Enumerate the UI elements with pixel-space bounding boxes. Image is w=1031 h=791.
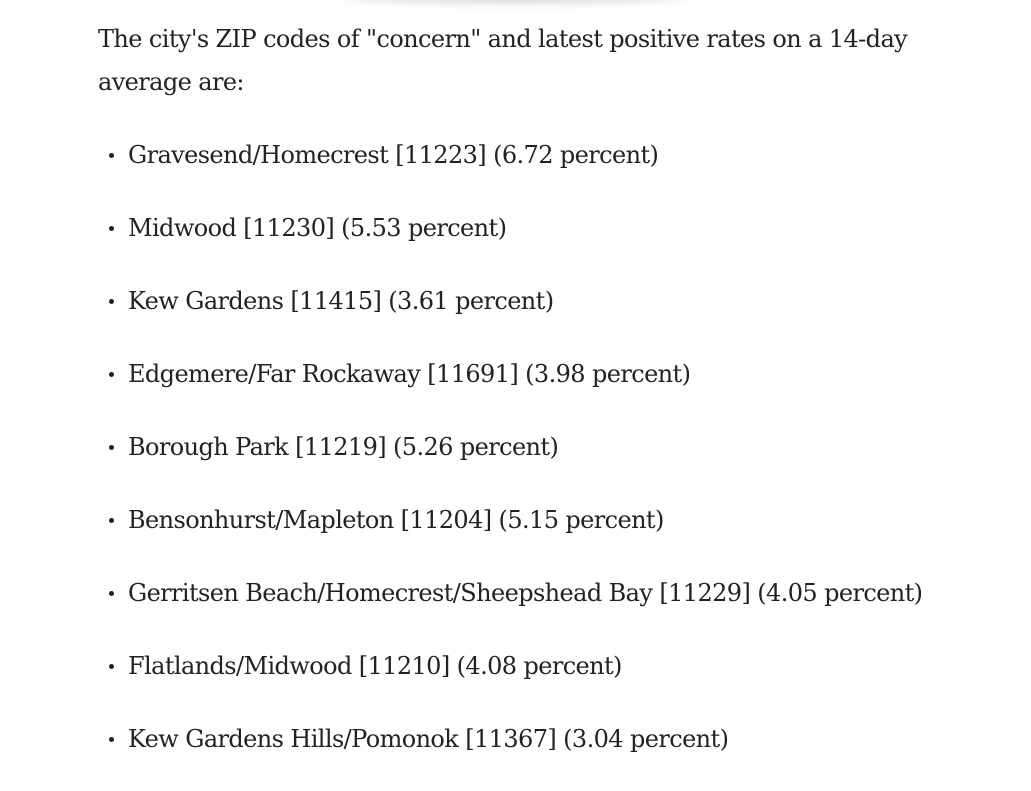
bullet-icon [109, 299, 114, 304]
bullet-icon [109, 518, 114, 523]
list-item-text: Borough Park [11219] (5.26 percent) [128, 433, 559, 461]
list-item-text: Kew Gardens Hills/Pomonok [11367] (3.04 percent) [128, 725, 729, 753]
intro-paragraph: The city's ZIP codes of "concern" and latest positive rates on a 14-day average are: [98, 25, 908, 96]
list-item [98, 207, 922, 280]
list-item [98, 426, 922, 499]
list-item [98, 280, 922, 353]
bullet-icon [109, 372, 114, 377]
article-body [98, 18, 938, 753]
list-item-text: Kew Gardens [11415] (3.61 percent) [128, 287, 554, 315]
bullet-icon [109, 445, 114, 450]
bullet-icon [109, 737, 114, 742]
list-item-text: Gerritsen Beach/Homecrest/Sheepshead Bay [11229] (4.05 percent) [128, 579, 923, 607]
list-item [98, 134, 922, 207]
list-item-text: Gravesend/Homecrest [11223] (6.72 percent) [128, 141, 659, 169]
bullet-icon [109, 591, 114, 596]
list-item-text: Flatlands/Midwood [11210] (4.08 percent) [128, 652, 622, 680]
list-item-text: Edgemere/Far Rockaway [11691] (3.98 percent) [128, 360, 691, 388]
list-item [98, 645, 922, 718]
zip-code-list [98, 134, 922, 791]
bullet-icon [109, 664, 114, 669]
list-item [98, 499, 922, 572]
bullet-icon [109, 153, 114, 158]
bullet-icon [109, 226, 114, 231]
list-item-text: Bensonhurst/Mapleton [11204] (5.15 percent) [128, 506, 664, 534]
list-item [98, 572, 922, 645]
list-item [98, 353, 922, 426]
list-item-text: Midwood [11230] (5.53 percent) [128, 214, 507, 242]
list-item [98, 718, 922, 791]
